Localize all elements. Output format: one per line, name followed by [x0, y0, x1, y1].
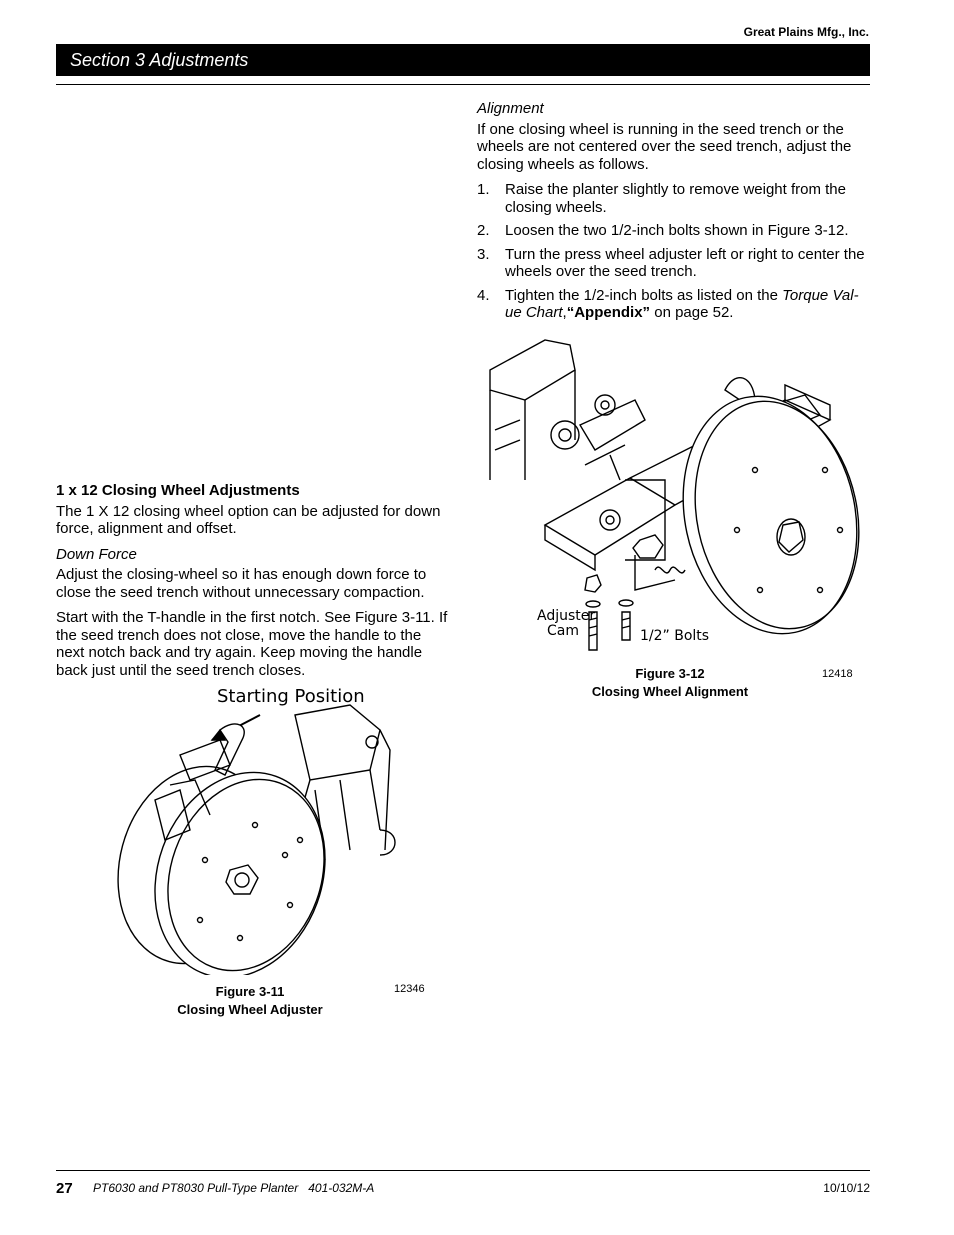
appendix-link[interactable]: “Appendix” [566, 304, 651, 321]
figure-3-12-art-number: 12418 [822, 668, 853, 680]
torque-chart-reference: Torque Val-ue Chart [505, 286, 859, 321]
section-heading: 1 x 12 Closing Wheel Adjustments [56, 482, 300, 499]
alignment-section [477, 100, 872, 328]
section-header-bar [56, 44, 870, 76]
figure-3-12-caption: Figure 3-12 Closing Wheel Alignment [591, 666, 749, 699]
figure-3-11-caption: Figure 3-11 Closing Wheel Adjuster [177, 984, 323, 1017]
bolts-label: 1/2” Bolts [640, 628, 710, 644]
list-item: 1. Raise the planter slightly to remove weight from the closing wheels. [477, 181, 846, 216]
alignment-subheading: Alignment [477, 100, 544, 117]
figure-3-11-art-number: 12346 [394, 983, 425, 995]
alignment-steps [477, 181, 872, 322]
company-name: Great Plains Mfg., Inc. [743, 25, 869, 39]
section-title: Section 3 Adjustments [70, 50, 249, 70]
closing-wheel [662, 380, 870, 650]
closing-wheel-alignment-figure [485, 330, 870, 660]
frame-bracket [295, 705, 380, 780]
spring [655, 567, 685, 573]
frame-bracket [490, 340, 575, 400]
down-force-subheading: Down Force [56, 545, 137, 563]
list-item: 3. Turn the press wheel adjuster left or right to center the wheels over the seed trench. [477, 245, 865, 280]
list-item: 2. Loosen the two 1/2-inch bolts shown in Figure 3-12. [477, 222, 849, 239]
closing-wheel-section [56, 482, 451, 679]
page-number: 27 [56, 1180, 73, 1197]
header-divider [56, 84, 870, 85]
document-title: PT6030 and PT8030 Pull-Type Planter 401-032M-A [93, 1181, 375, 1195]
down-force-para-1: Adjust the closing-wheel so it has enough down force to close the seed trench without unnecessary compaction. [56, 566, 427, 601]
list-item: 4. Tighten the 1/2-inch bolts as listed on the Torque Val-ue Chart,“Appendix” on page 52. [477, 286, 859, 321]
closing-wheel-adjuster-figure [100, 680, 400, 975]
footer-divider [56, 1170, 870, 1171]
starting-position-label: Starting Position [217, 686, 365, 707]
alignment-intro: If one closing wheel is running in the seed trench or the wheels are not centered over the seed trench, adjust the closing wheels as follows. [477, 120, 852, 173]
adjuster-label: Adjuster [537, 608, 596, 624]
down-force-para-2: Start with the T-handle in the first notch. See Figure 3-11. If the seed trench does not close, move the handle to the next notch back and try again. Keep moving the handle back just until the seed trench closes. [56, 609, 448, 679]
adjuster-cam [585, 575, 601, 592]
closing-wheel-intro: The 1 X 12 closing wheel option can be adjusted for down force, alignment and offset. [56, 502, 441, 537]
document-date: 10/10/12 [823, 1181, 870, 1195]
cam-label: Cam [547, 623, 579, 639]
